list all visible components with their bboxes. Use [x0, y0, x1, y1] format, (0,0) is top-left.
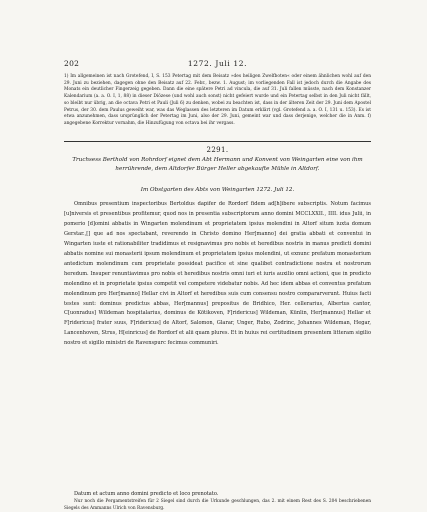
- footnote-top: 1) Im allgemeinen ist nach Grotefend, I, S. 153 Petertag mit dem Beisatz »des heiligen Zwelfboten« oder einem ähnlichen wohl auf den 29. Juni zu beziehen, dagegen ohne den Beisatz auf 22. Febr., bezw. 1. August; im vorliegenden Fall ist jedoch durch die Angabe des Monats ein deutlicher Fingerzeig gegeben. Dann die eine spätere Petri ad vincula, die auf 31. Juli fallen müsste, nach dem Konstanzer Kalendarium (a. a. O. I, 1, 88) in dieser Diözese (und wohl auch sonst) nicht gefeiert wurde und ein Petertag selbst in den Juli nicht fällt, so bleibt nur übrig, an die octava Petri et Pauli (Juli 6) zu denken, wobei zu beachten ist, dass in der älteren Zeit der 29. Juni dem Apostel Petrus, der 30. dem Paulus geweiht war, was das Weglassen des letzteren im Datum erklärt (vgl. Grotefend a. a. O. I, 131 u. 153). Es ist etwa anzunehmen, dass ursprünglich der Petertag im Juni, also der 29. Juni, gemeint war und dass derjenige, welcher die in Anm. f) angegebene Korrektur vornahm, die Hinzufügung von octava bei ihr vergass.: [64, 74, 371, 126]
- charter-body: [64, 200, 371, 349]
- charter-closing: Datum et actum anno domini predicto et loco prenotato.: [74, 491, 219, 497]
- page-number: 202: [64, 59, 80, 68]
- footnote-bottom: Nur noch die Pergamentstreifen für 2 Siegel sind durch die Urkunde geschlungen, das 2. mit einem Rest des S. 204 beschriebenen Siegels des Ammanns Ulrich von Ravensburg.: [64, 499, 371, 511]
- document-rubric: Truchsess Berthold von Rohrdorf eignet dem Abt Hermann und Konvent von Weingarten eine von ihm herrührende, dem Altdorfer Bürger Heller abgekaufte Mühle in Altdorf.: [72, 157, 363, 172]
- charter-text: Omnibus presentium inspectoribus Bertoldus dapifer de Rordorf fidem ad[h]ibere subscriptis. Notum facimus [u]niversis et presentibus profitemur, quod nos in presentia subscriptorum anno domini MCCLXXII., IIII. idus Julii, in pomerio [d]omini abbatis in Wingarten molendinum et proprietatem ipsius molendini in Altorf situm iuxta domum Gerstar.,[] que ad nos spectabant, reverendo in Christo domino Her[manno] dei gratia abbati et conventui in Wingarten iuste et rationabiliter tradidimus et resignavimus pro nobis et heredibus nostris in manus predicti domini abbatis nomine sui monasterii ipsum molendinum et proprietatem ipsius molendini, ut exnunc prefatum monasterium antedictum molendinum cum proprietate possideat pacifice et sine qualibet contradictione nostra et nostrorum heredum. Insuper renuntiavimus pro nobis et heredibus nostris omni iuri et iuris auxilio omni actioni, que in predicto molendino et in proprietate ipsius competit vel competere videbatur nobis. Ad hec idem abbas et conventus prefatum molendinum pro Her[manno] Hellar civi in Altorf et heredibus suis cum consensu nostro compararverunt. Huius facti testes sunt: dominus predictus abbas, Her[mannus] prepositus de Bridhico, Her. cellerarius, Albertus cantor, C[uonradus] Wildeman hospitalarius, dominus de Kötikoven, F[ridericus] Wildeman, Künlin, Her[mannus] Hellar et F[ridericus] frater suus, F[ridericus] de Altorf, Salomon, Glarar, Unger, Rubo, Zodrinc, Johannes Wildeman, Hegar, Lancenhoven, Strus, H[einricus] de Rordorf et alii quam plures. Et in huius rei certitudinem presentem litteram sigilio nostro et sigillo ministri de Ravenspurc fecimus communiri.: [64, 201, 371, 347]
- page-header: [64, 59, 371, 69]
- document-number: 2291.: [206, 146, 229, 154]
- document-dating: Im Obstgarten des Abts von Weingarten 1272. Juli 12.: [140, 187, 295, 193]
- section-divider: [64, 141, 371, 142]
- running-title: 1272. Juli 12.: [187, 59, 248, 68]
